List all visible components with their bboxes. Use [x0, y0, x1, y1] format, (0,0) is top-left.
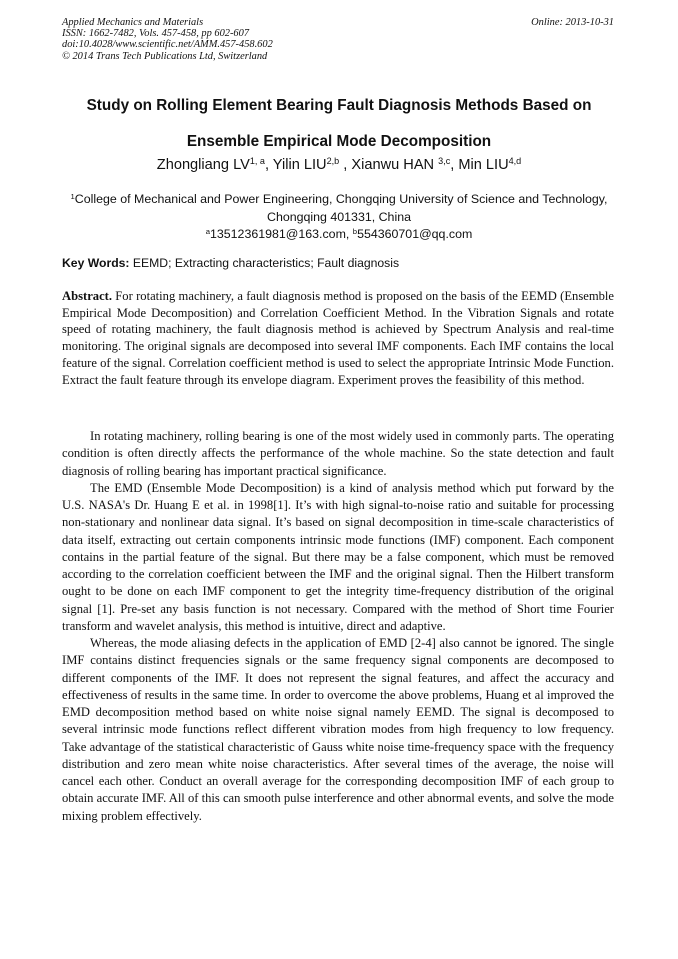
online-date: Online: 2013-10-31 — [531, 17, 614, 28]
author-name: Zhongliang LV — [156, 157, 250, 173]
author-sup: 1, a — [249, 156, 265, 167]
keywords-label: Key Words: — [62, 256, 130, 270]
keywords — [62, 256, 399, 270]
author-name: Min LIU — [458, 157, 509, 173]
author-sup: 4,d — [508, 156, 522, 167]
author-name: Xianwu HAN — [351, 157, 439, 173]
separator: , — [264, 157, 273, 173]
separator: , — [450, 157, 459, 173]
email-sup: a — [205, 226, 210, 236]
author-sup: 3,c — [438, 156, 451, 167]
paragraph: The EMD (Ensemble Mode Decomposition) is a kind of analysis method which put forward by the U.S. NASA's Dr. Huang E et al. in 1998[1]. It’s with high signal-to-noise ratio and suitable for processing non-stationary and nonlinear data signal. It’s based on signal decomposition in time-scale characteristics of data itself, extracting out certain components intrinsic mode functions (IMF) component. Each component contains in the partial feature of the signal. But there may be a false component, which must be removed according to the correlation coefficient between the IMF and the original signal. Then the Hilbert transform ought to be done on each IMF component to get the integrity time-frequency distribution of the original signal [1]. Pre-set any basis function is not necessary. Compared with the method of Short time Fourier transform and wavelet analysis, this method is intuitive, direct and adaptive. — [62, 480, 614, 633]
title-line-2: Ensemble Empirical Mode Decomposition — [186, 133, 492, 150]
paragraph: Whereas, the mode aliasing defects in the application of EMD [2-4] also cannot be ignored. The single IMF contains distinct frequencies signals or the same frequency signal components are decomposed to different components of the IMF. It does not represent the signal features, and affect the accuracy and effectiveness of results in the same time. In order to overcome the above problems, Huang et al improved the EMD decomposition method based on white noise signal namely EEMD. The signal is decomposed to several intrinsic mode functions reflect different vibration modes from high frequency to low frequency. Take advantage of the statistical characteristic of Gauss white noise time-frequency space with the frequency distribution and zero mean white noise characteristics. After several times of the average, the noise will cancel each other. Conduct an overall average for the corresponding decomposition IMF of each group to obtain accurate IMF. All of this can smooth pulse interference and other abnormal events, and solve the mode mixing problem effectively. — [62, 636, 614, 823]
separator: , — [339, 157, 352, 173]
email-sup: b — [352, 226, 358, 236]
paper-title — [40, 88, 638, 160]
issn: ISSN: 1662-7482, Vols. 457-458, pp 602-607 — [62, 28, 250, 40]
paragraph: In rotating machinery, rolling bearing is one of the most widely used in commonly parts. The operating condition is often directly affects the performance of the whole machine. So the state detection and fault diagnosis of rolling bearing has important practical significance. — [62, 429, 614, 478]
abstract-label: Abstract. — [62, 289, 113, 303]
abstract-text: For rotating machinery, a fault diagnosis method is proposed on the basis of the EEMD (Ensemble Empirical Mode Decomposition) and Correlation Coefficient Method. In the Vibration Signals and rotate speed of rotating machinery, the fault diagnosis method is achieved by Spectrum Analysis and real-time monitoring. The original signals are decomposed into several IMF components. Each IMF contains the local feature of the signal. Correlation coefficient method is used to select the appropriate Intrinsic Mode Function. Extract the fault feature through its envelope diagram. Experiment proves the feasibility of this method. — [62, 289, 614, 387]
author-sup: 2,b — [326, 156, 340, 167]
authors — [0, 157, 678, 173]
affiliation-sup: 1 — [70, 191, 75, 201]
copyright: © 2014 Trans Tech Publications Ltd, Switzerland — [62, 50, 268, 62]
emails — [40, 226, 638, 244]
journal-header — [62, 17, 614, 62]
body-text — [62, 428, 614, 825]
affiliation-line-2: Chongqing 401331, China — [267, 209, 411, 224]
journal-name: Applied Mechanics and Materials — [62, 17, 204, 28]
title-line-1: Study on Rolling Element Bearing Fault Diagnosis Methods Based on — [86, 97, 592, 114]
author-name: Yilin LIU — [272, 157, 327, 173]
affiliation — [40, 191, 638, 244]
affiliation-line-1: College of Mechanical and Power Engineering, Chongqing University of Science and Technology, — [74, 192, 608, 206]
email-a: 13512361981@163.com, — [209, 227, 353, 241]
keywords-text: EEMD; Extracting characteristics; Fault diagnosis — [129, 256, 400, 270]
doi: doi:10.4028/www.scientific.net/AMM.457-458.602 — [62, 39, 273, 51]
abstract — [62, 288, 614, 388]
email-b: 554360701@qq.com — [357, 227, 473, 241]
